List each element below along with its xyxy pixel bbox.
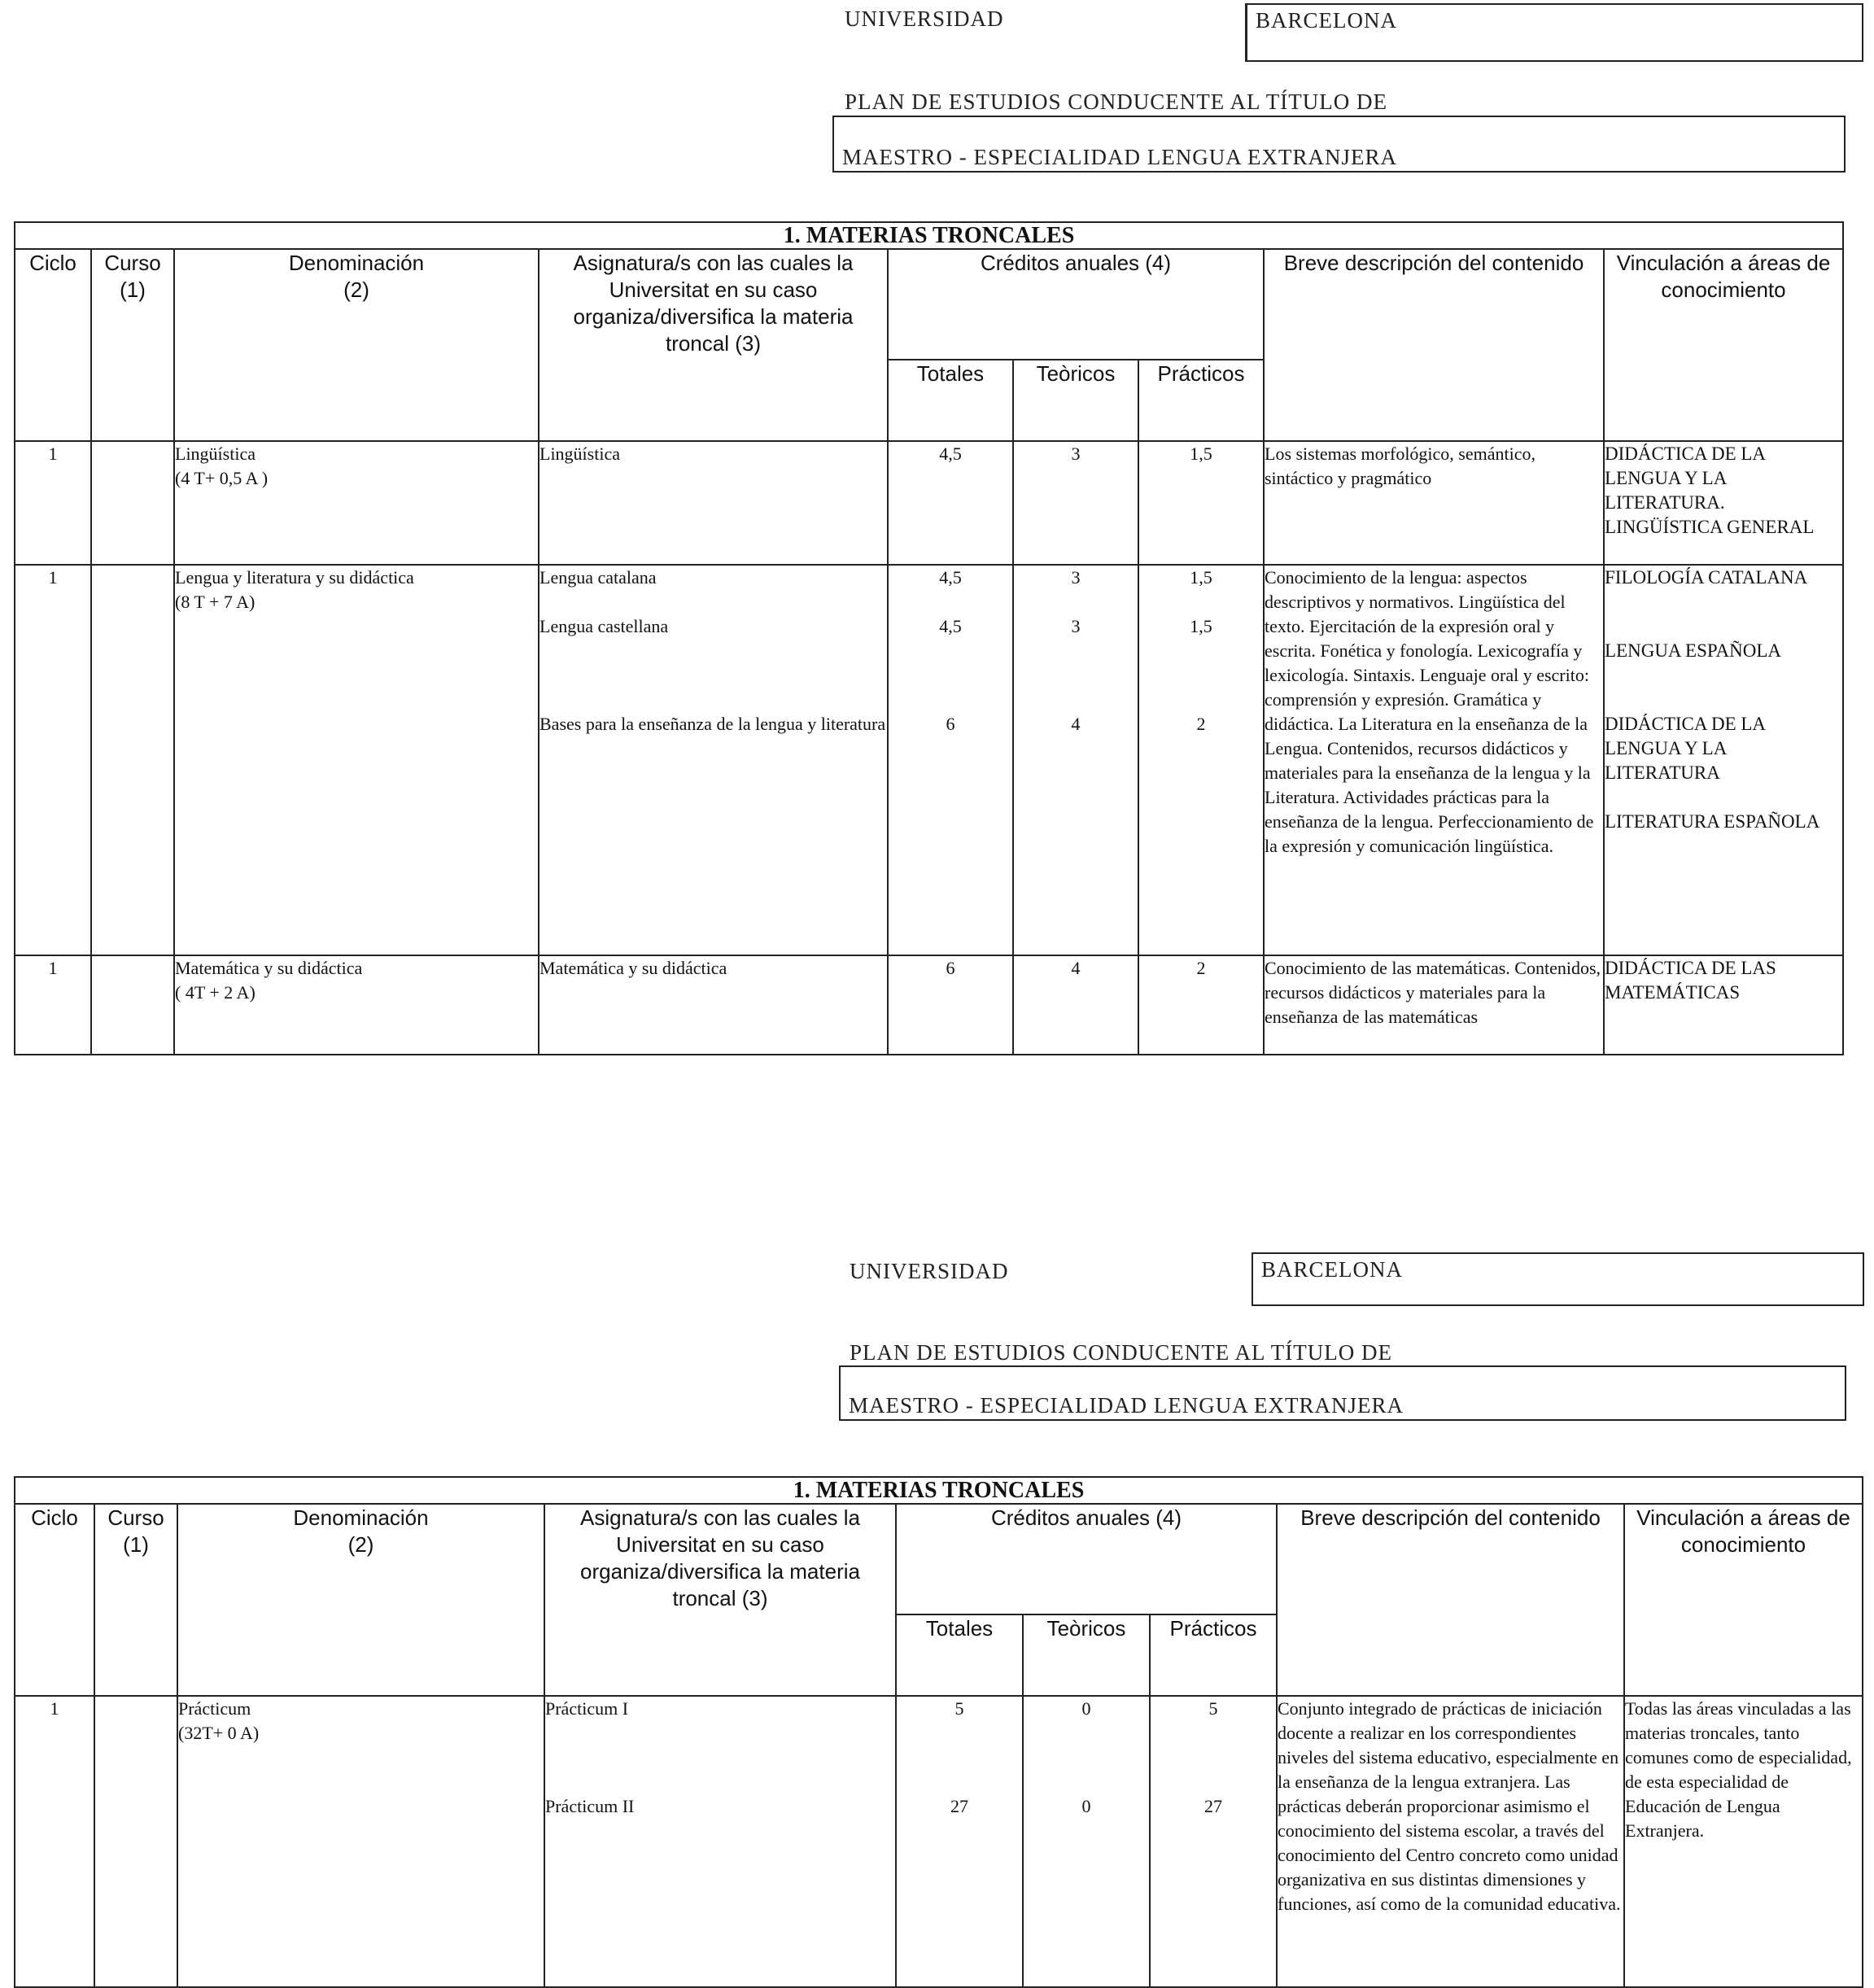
cell-curso bbox=[91, 955, 174, 1055]
cell-asignaturas: Matemática y su didáctica bbox=[539, 955, 888, 1055]
cell-curso bbox=[91, 565, 174, 955]
col-header-ciclo: Ciclo bbox=[15, 249, 91, 441]
cell-vinculacion: Todas las áreas vinculadas a las materias troncales, tanto comunes como de especialidad, de esta especialidad de Educación de Lengua Extranjera. bbox=[1624, 1696, 1863, 1987]
col-header-creditos: Créditos anuales (4) bbox=[888, 249, 1264, 360]
cell-practicos: 1,5 1,5 2 bbox=[1138, 565, 1264, 955]
cell-vinculacion: DIDÁCTICA DE LAS MATEMÁTICAS bbox=[1604, 955, 1843, 1055]
cell-denominacion: Matemática y su didáctica ( 4T + 2 A) bbox=[174, 955, 539, 1055]
cell-ciclo: 1 bbox=[15, 1696, 94, 1987]
cell-teoricos: 4 bbox=[1013, 955, 1138, 1055]
col-header-teoricos: Teòricos bbox=[1013, 360, 1138, 441]
col-header-asignaturas: Asignatura/s con las cuales la Universitat en su caso organiza/diversifica la materia troncal (3) bbox=[539, 249, 888, 441]
cell-vinculacion: FILOLOGÍA CATALANA LENGUA ESPAÑOLA DIDÁCTICA DE LA LENGUA Y LA LITERATURA LITERATURA ESPAÑOLA bbox=[1604, 565, 1843, 955]
table-row bbox=[15, 441, 1843, 565]
titulo-field: MAESTRO - ESPECIALIDAD LENGUA EXTRANJERA bbox=[839, 1365, 1846, 1421]
cell-teoricos: 3 bbox=[1013, 441, 1138, 565]
plan-label: PLAN DE ESTUDIOS CONDUCENTE AL TÍTULO DE bbox=[850, 1340, 1392, 1365]
table-row bbox=[15, 1696, 1863, 1987]
col-header-vinculacion: Vinculación a áreas de conocimiento bbox=[1624, 1504, 1863, 1696]
cell-ciclo: 1 bbox=[15, 565, 91, 955]
cell-ciclo: 1 bbox=[15, 955, 91, 1055]
table-row bbox=[15, 955, 1843, 1055]
cell-descripcion: Conocimiento de las matemáticas. Contenidos, recursos didácticos y materiales para la enseñanza de las matemáticas bbox=[1264, 955, 1604, 1055]
col-header-descripcion: Breve descripción del contenido bbox=[1277, 1504, 1624, 1696]
cell-practicos: 5 27 bbox=[1150, 1696, 1277, 1987]
cell-descripcion: Conjunto integrado de prácticas de iniciación docente a realizar en los correspondientes niveles del sistema educativo, especialmente en la enseñanza de la lengua extranjera. Las prácticas deberán proporcionar asimismo el conocimiento del sistema escolar, a través del conocimiento del Centro concreto como unidad organizativa en sus distintas dimensiones y funciones, así como de la comunidad educativa. bbox=[1277, 1696, 1624, 1987]
col-header-denominacion: Denominación (2) bbox=[174, 249, 539, 441]
cell-totales: 4,5 4,5 6 bbox=[888, 565, 1013, 955]
cell-descripcion: Los sistemas morfológico, semántico, sintáctico y pragmático bbox=[1264, 441, 1604, 565]
materias-troncales-table bbox=[14, 1476, 1863, 1988]
plan-label: PLAN DE ESTUDIOS CONDUCENTE AL TÍTULO DE bbox=[845, 90, 1387, 114]
universidad-field: BARCELONA bbox=[1252, 1252, 1864, 1306]
cell-asignaturas: Lingüística bbox=[539, 441, 888, 565]
cell-teoricos: 0 0 bbox=[1023, 1696, 1150, 1987]
cell-totales: 6 bbox=[888, 955, 1013, 1055]
cell-vinculacion: DIDÁCTICA DE LA LENGUA Y LA LITERATURA. LINGÜÍSTICA GENERAL bbox=[1604, 441, 1843, 565]
cell-teoricos: 3 3 4 bbox=[1013, 565, 1138, 955]
cell-asignaturas: Lengua catalana Lengua castellana Bases para la enseñanza de la lengua y literatura bbox=[539, 565, 888, 955]
col-header-vinculacion: Vinculación a áreas de conocimiento bbox=[1604, 249, 1843, 441]
cell-denominacion: Lingüística (4 T+ 0,5 A ) bbox=[174, 441, 539, 565]
universidad-label: UNIVERSIDAD bbox=[850, 1259, 1009, 1283]
cell-ciclo: 1 bbox=[15, 441, 91, 565]
universidad-label: UNIVERSIDAD bbox=[845, 7, 1004, 31]
table-title: 1. MATERIAS TRONCALES bbox=[15, 1477, 1863, 1504]
col-header-teoricos: Teòricos bbox=[1023, 1614, 1150, 1696]
cell-descripcion: Conocimiento de la lengua: aspectos descriptivos y normativos. Lingüística del texto. Ejercitación de la expresión oral y escrita. Fonética y fonología. Lexicografía y lexicología. Sintaxis. Lenguaje oral y escrito: comprensión y expresión. Gramática y didáctica. La Literatura en la enseñanza de la Lengua. Contenidos, recursos didácticos y materiales para la enseñanza de la lengua y la Literatura. Actividades prácticas para la enseñanza de la lengua. Perfeccionamiento de la expresión y comunicación lingüística. bbox=[1264, 565, 1604, 955]
col-header-curso: Curso (1) bbox=[91, 249, 174, 441]
cell-curso bbox=[91, 441, 174, 565]
col-header-totales: Totales bbox=[888, 360, 1013, 441]
col-header-practicos: Prácticos bbox=[1138, 360, 1264, 441]
universidad-field: BARCELONA bbox=[1245, 3, 1863, 62]
table-title: 1. MATERIAS TRONCALES bbox=[15, 222, 1843, 249]
col-header-creditos: Créditos anuales (4) bbox=[896, 1504, 1277, 1614]
col-header-descripcion: Breve descripción del contenido bbox=[1264, 249, 1604, 441]
cell-denominacion: Lengua y literatura y su didáctica (8 T + 7 A) bbox=[174, 565, 539, 955]
col-header-asignaturas: Asignatura/s con las cuales la Universitat en su caso organiza/diversifica la materia troncal (3) bbox=[544, 1504, 896, 1696]
cell-totales: 4,5 bbox=[888, 441, 1013, 565]
cell-practicos: 2 bbox=[1138, 955, 1264, 1055]
col-header-ciclo: Ciclo bbox=[15, 1504, 94, 1696]
cell-asignaturas: Prácticum I Prácticum II bbox=[544, 1696, 896, 1987]
table-row bbox=[15, 565, 1843, 955]
col-header-curso: Curso (1) bbox=[94, 1504, 177, 1696]
cell-totales: 5 27 bbox=[896, 1696, 1023, 1987]
cell-practicos: 1,5 bbox=[1138, 441, 1264, 565]
col-header-denominacion: Denominación (2) bbox=[177, 1504, 544, 1696]
col-header-practicos: Prácticos bbox=[1150, 1614, 1277, 1696]
materias-troncales-table bbox=[14, 221, 1844, 1055]
cell-denominacion: Prácticum (32T+ 0 A) bbox=[177, 1696, 544, 1987]
titulo-field: MAESTRO - ESPECIALIDAD LENGUA EXTRANJERA bbox=[832, 116, 1846, 173]
cell-curso bbox=[94, 1696, 177, 1987]
col-header-totales: Totales bbox=[896, 1614, 1023, 1696]
